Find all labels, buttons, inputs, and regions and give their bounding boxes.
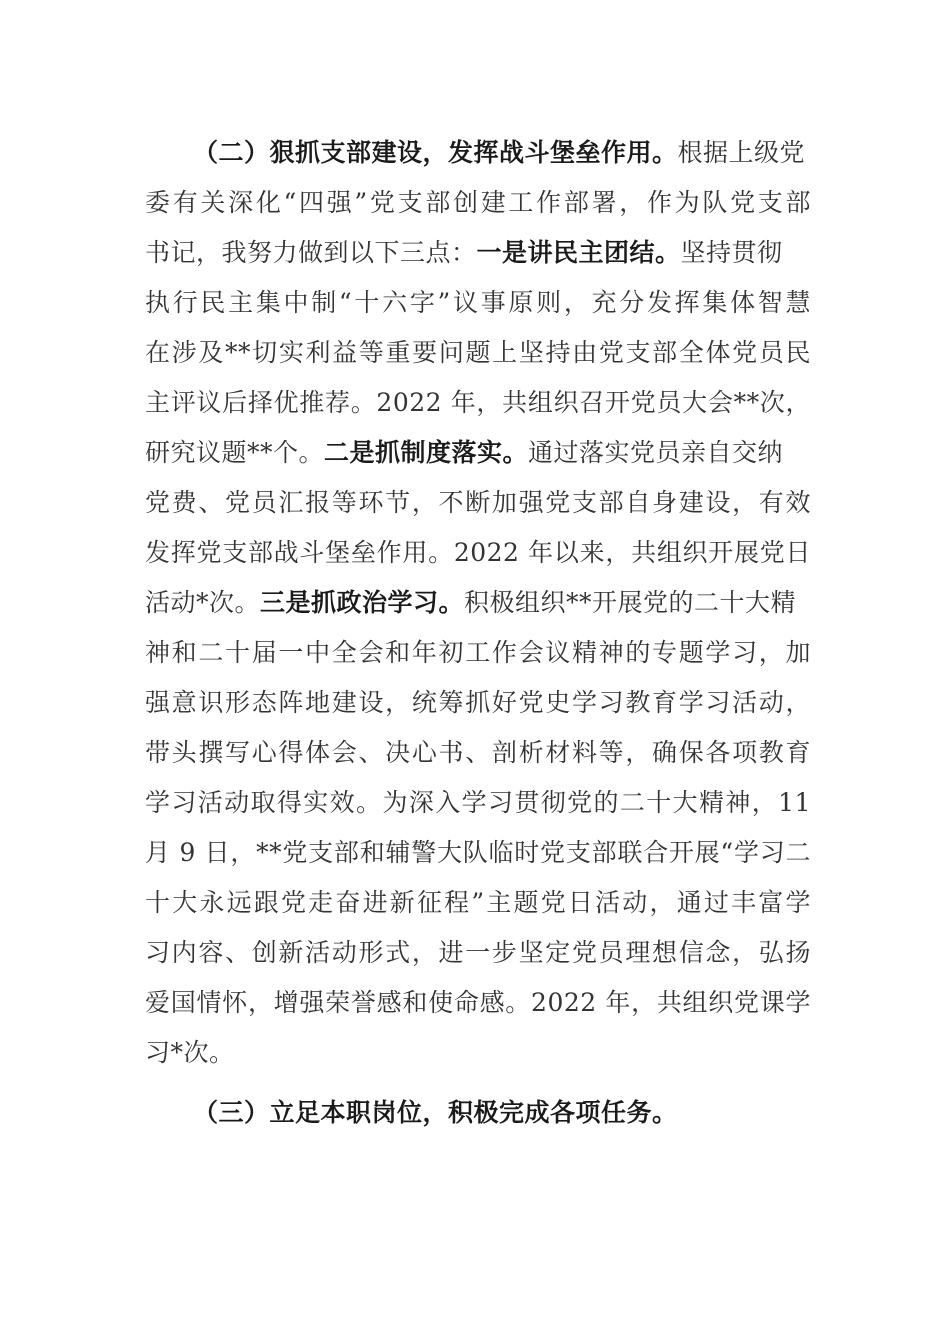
paragraph-line-19 (145, 1033, 811, 1073)
paragraph-line-4 (145, 283, 811, 323)
line-text: 研究议题**个。 (145, 438, 325, 467)
line-text: 爱国情怀，增强荣誉感和使命感。2022 年，共组织党课学 (145, 988, 811, 1017)
section-heading-3: （三）立足本职岗位，积极完成各项任务。 (193, 1098, 678, 1127)
line-text: 习*次。 (145, 1038, 235, 1067)
line-text: 月 9 日，**党支部和辅警大队临时党支部联合开展“学习二 (145, 838, 811, 867)
paragraph-line-6 (145, 383, 811, 423)
line-text: 活动*次。 (145, 588, 261, 617)
paragraph-line-7 (145, 433, 811, 473)
line-text: 坚持贯彻 (680, 238, 783, 267)
point-heading-1: 一是讲民主团结。 (476, 238, 681, 267)
point-heading-3: 三是抓政治学习。 (260, 588, 465, 617)
paragraph-line-12 (145, 683, 811, 723)
line-text: 强意识形态阵地建设，统筹抓好党史学习教育学习活动， (145, 688, 811, 717)
section-heading-3-line (193, 1093, 811, 1133)
paragraph-line-3 (145, 233, 811, 273)
section-heading-2: （二）狠抓支部建设，发挥战斗堡垒作用。 (193, 138, 678, 167)
line-text: 通过落实党员亲自交纳 (528, 438, 784, 467)
paragraph-line-5 (145, 333, 811, 373)
paragraph-line-14 (145, 783, 811, 823)
paragraph-line-18 (145, 983, 811, 1023)
line-text: 书记，我努力做到以下三点： (145, 238, 477, 267)
line-text: 委有关深化“四强”党支部创建工作部署，作为队党支部 (145, 188, 811, 217)
paragraph-line-13 (145, 733, 811, 773)
paragraph-line-11 (145, 633, 811, 673)
paragraph-line-17 (145, 933, 811, 973)
line-text: 主评议后择优推荐。2022 年，共组织召开党员大会**次， (145, 388, 811, 417)
line-text: 发挥党支部战斗堡垒作用。2022 年以来，共组织开展党日 (145, 538, 811, 567)
line-text: 学习活动取得实效。为深入学习贯彻党的二十大精神，11 (145, 788, 811, 817)
line-text: 根据上级党 (677, 138, 806, 167)
paragraph-line-8 (145, 483, 811, 523)
line-text: 带头撰写心得体会、决心书、剖析材料等，确保各项教育 (145, 738, 811, 767)
paragraph-line-16 (145, 883, 811, 923)
line-text: 执行民主集中制“十六字”议事原则，充分发挥集体智慧 (145, 288, 811, 317)
paragraph-line-10 (145, 583, 811, 623)
line-text: 神和二十届一中全会和年初工作会议精神的专题学习，加 (145, 638, 811, 667)
paragraph-line-1 (193, 133, 811, 173)
paragraph-line-2 (145, 183, 811, 223)
line-text: 党费、党员汇报等环节，不断加强党支部自身建设，有效 (145, 488, 811, 517)
line-text: 积极组织**开展党的二十大精 (464, 588, 797, 617)
point-heading-2: 二是抓制度落实。 (324, 438, 529, 467)
paragraph-line-9 (145, 533, 811, 573)
paragraph-line-15 (145, 833, 811, 873)
line-text: 习内容、创新活动形式，进一步坚定党员理想信念，弘扬 (145, 938, 811, 967)
line-text: 十大永远跟党走奋进新征程”主题党日活动，通过丰富学 (145, 888, 811, 917)
line-text: 在涉及**切实利益等重要问题上坚持由党支部全体党员民 (145, 338, 811, 367)
